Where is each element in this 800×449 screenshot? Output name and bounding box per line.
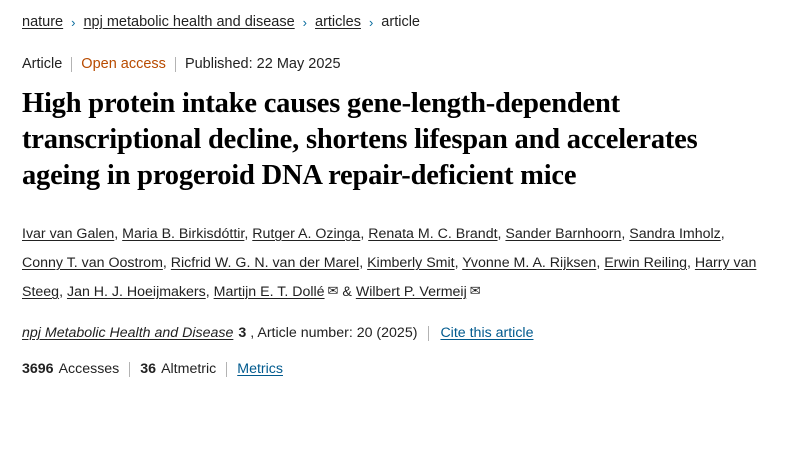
author-link[interactable]: Maria B. Birkisdóttir: [122, 225, 245, 242]
author-separator: ,: [497, 225, 506, 242]
breadcrumb: [22, 14, 778, 30]
author-link[interactable]: Sandra Imholz: [629, 225, 721, 242]
author-link[interactable]: Ivar van Galen: [22, 225, 115, 242]
author-separator: ,: [359, 254, 368, 271]
author-link[interactable]: Kimberly Smit: [367, 254, 455, 271]
author-separator: ,: [205, 283, 214, 300]
envelope-icon[interactable]: ✉: [469, 282, 481, 298]
author-separator: ,: [454, 254, 463, 271]
ampersand: &: [342, 283, 352, 300]
breadcrumb-item-articles[interactable]: articles: [315, 14, 361, 30]
author-separator: ,: [360, 225, 369, 242]
author-link[interactable]: Harry van Steeg: [22, 254, 757, 300]
accesses-count: 3696: [22, 361, 54, 378]
breadcrumb-item-nature[interactable]: nature: [22, 14, 64, 30]
open-access-badge[interactable]: Open access: [81, 56, 166, 72]
author-link[interactable]: Renata M. C. Brandt: [368, 225, 498, 242]
author-link[interactable]: Martijn E. T. Dollé: [213, 283, 325, 300]
breadcrumb-item-journal[interactable]: npj metabolic health and disease: [83, 14, 295, 30]
journal-link[interactable]: npj Metabolic Health and Disease: [22, 325, 234, 342]
altmetric-count: 36: [140, 361, 157, 378]
journal-citation: [22, 325, 778, 341]
author-separator: ,: [244, 225, 253, 242]
published-date: Published: 22 May 2025: [184, 56, 341, 72]
author-separator: ,: [162, 254, 171, 271]
breadcrumb-separator-icon: ›: [368, 14, 374, 30]
author-link[interactable]: Sander Barnhoorn: [505, 225, 622, 242]
author-link[interactable]: Rutger A. Ozinga: [252, 225, 361, 242]
metrics-divider: [226, 362, 227, 377]
author-link[interactable]: Erwin Reiling: [604, 254, 687, 271]
metrics-link[interactable]: Metrics: [237, 361, 283, 378]
article-meta-line: [22, 56, 778, 72]
page-title: High protein intake causes gene-length-dependent transcriptional decline, shortens lifespan and accelerates ageing in progeroid DNA repair-deficient mice: [22, 88, 698, 191]
author-link[interactable]: Yvonne M. A. Rijksen: [462, 254, 597, 271]
author-separator: ,: [621, 225, 630, 242]
article-number: , Article number: 20 (2025): [250, 325, 418, 342]
journal-volume: 3: [238, 325, 247, 342]
author-separator: ,: [687, 254, 695, 271]
citation-divider: [428, 326, 429, 341]
meta-divider: [71, 57, 72, 72]
author-link[interactable]: Ricfrid W. G. N. van der Marel: [170, 254, 360, 271]
author-separator: ,: [59, 283, 67, 300]
author-separator: ,: [596, 254, 605, 271]
cite-this-article-link[interactable]: Cite this article: [440, 325, 534, 342]
author-link[interactable]: Wilbert P. Vermeij: [355, 283, 467, 300]
accesses-label: Accesses: [58, 361, 120, 378]
breadcrumb-separator-icon: ›: [71, 14, 76, 30]
author-list: [22, 220, 767, 307]
author-separator: ,: [114, 225, 123, 242]
author-link[interactable]: Conny T. van Oostrom: [22, 254, 163, 271]
altmetric-label: Altmetric: [161, 361, 217, 378]
breadcrumb-item-current: article: [381, 14, 420, 30]
author-separator: ,: [720, 225, 725, 242]
breadcrumb-separator-icon: ›: [302, 14, 308, 30]
metrics-bar: [22, 361, 778, 377]
author-link[interactable]: Jan H. J. Hoeijmakers: [66, 283, 206, 300]
envelope-icon[interactable]: ✉: [327, 282, 339, 298]
metrics-divider: [129, 362, 130, 377]
article-type-label: Article: [22, 56, 63, 72]
meta-divider: [175, 57, 176, 72]
